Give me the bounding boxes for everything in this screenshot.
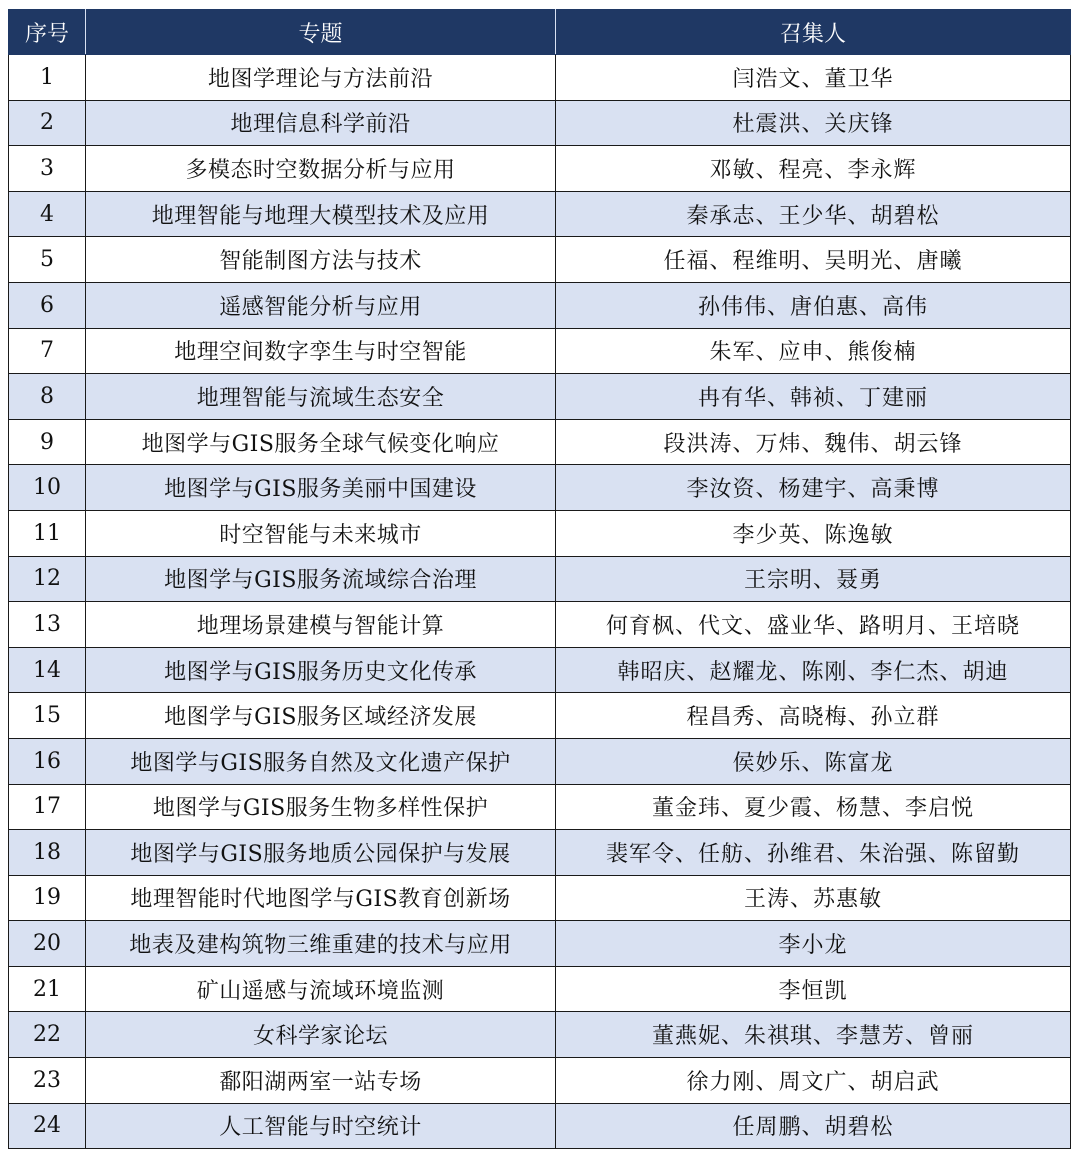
conveners-cell: 李汝资、杨建宇、高秉博 <box>556 465 1071 511</box>
conveners-cell: 李少英、陈逸敏 <box>556 510 1071 556</box>
table-row <box>9 328 1071 374</box>
serial-number-cell: 2 <box>9 100 86 146</box>
table-row <box>9 191 1071 237</box>
table-row <box>9 146 1071 192</box>
serial-number-cell: 15 <box>9 693 86 739</box>
serial-number-cell: 8 <box>9 374 86 420</box>
conveners-cell: 杜震洪、关庆锋 <box>556 100 1071 146</box>
topic-cell: 矿山遥感与流域环境监测 <box>86 966 556 1012</box>
conveners-cell: 董燕妮、朱祺琪、李慧芳、曾丽 <box>556 1012 1071 1058</box>
serial-number-cell: 16 <box>9 738 86 784</box>
table-row <box>9 100 1071 146</box>
header-row <box>9 10 1071 55</box>
serial-number-cell: 1 <box>9 55 86 101</box>
topic-cell: 地理智能与地理大模型技术及应用 <box>86 191 556 237</box>
serial-number-cell: 6 <box>9 282 86 328</box>
conveners-cell: 王宗明、聂勇 <box>556 556 1071 602</box>
table-row <box>9 510 1071 556</box>
session-table <box>8 9 1071 1149</box>
header-conveners: 召集人 <box>556 10 1071 55</box>
table-container <box>8 9 1071 1149</box>
table-row <box>9 556 1071 602</box>
topic-cell: 地表及建构筑物三维重建的技术与应用 <box>86 921 556 967</box>
table-row <box>9 237 1071 283</box>
topic-cell: 遥感智能分析与应用 <box>86 282 556 328</box>
topic-cell: 地理空间数字孪生与时空智能 <box>86 328 556 374</box>
serial-number-cell: 11 <box>9 510 86 556</box>
serial-number-cell: 24 <box>9 1103 86 1149</box>
conveners-cell: 何育枫、代文、盛业华、路明月、王培晓 <box>556 602 1071 648</box>
table-row <box>9 784 1071 830</box>
serial-number-cell: 7 <box>9 328 86 374</box>
topic-cell: 地图学与GIS服务区域经济发展 <box>86 693 556 739</box>
topic-cell: 地图学与GIS服务历史文化传承 <box>86 647 556 693</box>
table-row <box>9 966 1071 1012</box>
serial-number-cell: 4 <box>9 191 86 237</box>
conveners-cell: 侯妙乐、陈富龙 <box>556 738 1071 784</box>
serial-number-cell: 14 <box>9 647 86 693</box>
conveners-cell: 裴军令、任舫、孙维君、朱治强、陈留勤 <box>556 830 1071 876</box>
table-row <box>9 647 1071 693</box>
conveners-cell: 董金玮、夏少霞、杨慧、李启悦 <box>556 784 1071 830</box>
topic-cell: 地图学与GIS服务全球气候变化响应 <box>86 419 556 465</box>
table-row <box>9 1058 1071 1104</box>
topic-cell: 地图学与GIS服务自然及文化遗产保护 <box>86 738 556 784</box>
table-row <box>9 738 1071 784</box>
table-row <box>9 830 1071 876</box>
conveners-cell: 任福、程维明、吴明光、唐曦 <box>556 237 1071 283</box>
topic-cell: 地理场景建模与智能计算 <box>86 602 556 648</box>
table-row <box>9 602 1071 648</box>
table-row <box>9 693 1071 739</box>
conveners-cell: 韩昭庆、赵耀龙、陈刚、李仁杰、胡迪 <box>556 647 1071 693</box>
serial-number-cell: 23 <box>9 1058 86 1104</box>
conveners-cell: 朱军、应申、熊俊楠 <box>556 328 1071 374</box>
table-body <box>9 55 1071 1149</box>
topic-cell: 地理智能与流域生态安全 <box>86 374 556 420</box>
topic-cell: 多模态时空数据分析与应用 <box>86 146 556 192</box>
serial-number-cell: 22 <box>9 1012 86 1058</box>
table-row <box>9 55 1071 101</box>
conveners-cell: 邓敏、程亮、李永辉 <box>556 146 1071 192</box>
topic-cell: 智能制图方法与技术 <box>86 237 556 283</box>
serial-number-cell: 21 <box>9 966 86 1012</box>
conveners-cell: 段洪涛、万炜、魏伟、胡云锋 <box>556 419 1071 465</box>
serial-number-cell: 10 <box>9 465 86 511</box>
topic-cell: 鄱阳湖两室一站专场 <box>86 1058 556 1104</box>
table-row <box>9 875 1071 921</box>
serial-number-cell: 5 <box>9 237 86 283</box>
table-row <box>9 374 1071 420</box>
conveners-cell: 闫浩文、董卫华 <box>556 55 1071 101</box>
topic-cell: 地图学与GIS服务美丽中国建设 <box>86 465 556 511</box>
conveners-cell: 徐力刚、周文广、胡启武 <box>556 1058 1071 1104</box>
conveners-cell: 王涛、苏惠敏 <box>556 875 1071 921</box>
header-topic: 专题 <box>86 10 556 55</box>
topic-cell: 人工智能与时空统计 <box>86 1103 556 1149</box>
conveners-cell: 秦承志、王少华、胡碧松 <box>556 191 1071 237</box>
table-row <box>9 282 1071 328</box>
header-serial-number: 序号 <box>9 10 86 55</box>
topic-cell: 时空智能与未来城市 <box>86 510 556 556</box>
serial-number-cell: 12 <box>9 556 86 602</box>
serial-number-cell: 3 <box>9 146 86 192</box>
table-row <box>9 465 1071 511</box>
conveners-cell: 孙伟伟、唐伯惠、高伟 <box>556 282 1071 328</box>
table-row <box>9 1103 1071 1149</box>
table-row <box>9 921 1071 967</box>
serial-number-cell: 19 <box>9 875 86 921</box>
table-header <box>9 10 1071 55</box>
conveners-cell: 李小龙 <box>556 921 1071 967</box>
table-row <box>9 1012 1071 1058</box>
topic-cell: 地图学与GIS服务流域综合治理 <box>86 556 556 602</box>
conveners-cell: 冉有华、韩祯、丁建丽 <box>556 374 1071 420</box>
topic-cell: 地理智能时代地图学与GIS教育创新场 <box>86 875 556 921</box>
topic-cell: 地图学与GIS服务生物多样性保护 <box>86 784 556 830</box>
serial-number-cell: 20 <box>9 921 86 967</box>
serial-number-cell: 17 <box>9 784 86 830</box>
topic-cell: 地图学与GIS服务地质公园保护与发展 <box>86 830 556 876</box>
topic-cell: 女科学家论坛 <box>86 1012 556 1058</box>
topic-cell: 地图学理论与方法前沿 <box>86 55 556 101</box>
topic-cell: 地理信息科学前沿 <box>86 100 556 146</box>
serial-number-cell: 18 <box>9 830 86 876</box>
conveners-cell: 李恒凯 <box>556 966 1071 1012</box>
conveners-cell: 程昌秀、高晓梅、孙立群 <box>556 693 1071 739</box>
serial-number-cell: 13 <box>9 602 86 648</box>
serial-number-cell: 9 <box>9 419 86 465</box>
table-row <box>9 419 1071 465</box>
conveners-cell: 任周鹏、胡碧松 <box>556 1103 1071 1149</box>
